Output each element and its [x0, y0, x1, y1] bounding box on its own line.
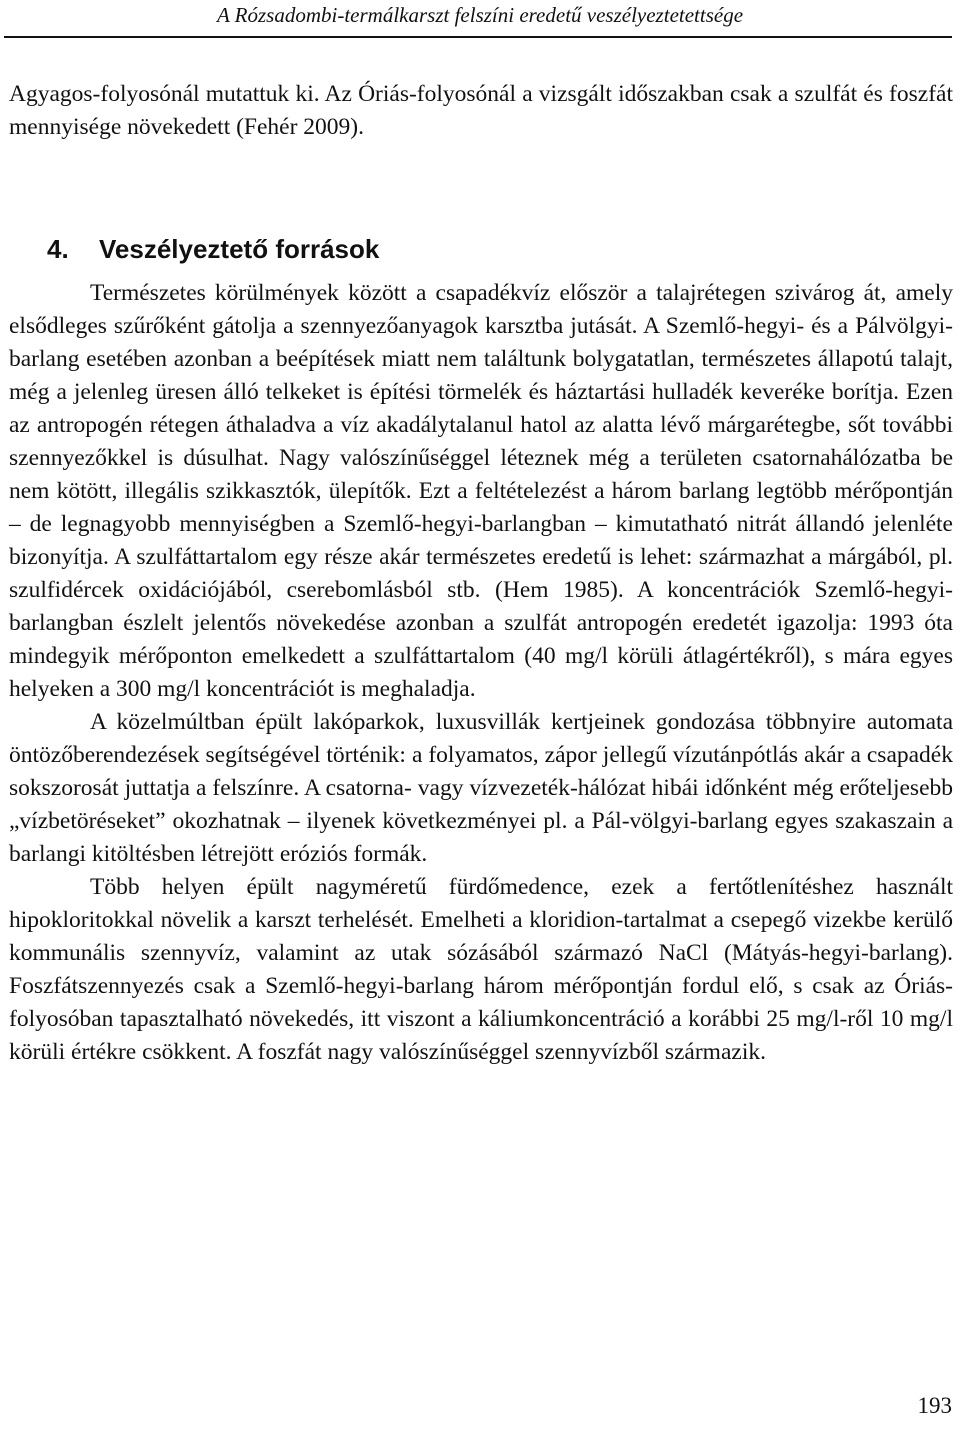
page-number: 193 — [917, 1393, 952, 1418]
body-text — [9, 78, 953, 1069]
section-title: Veszélyeztető források — [99, 234, 380, 264]
section-number: 4. — [47, 234, 69, 264]
paragraph-natural-conditions: Természetes körülmények között a csapadékvíz először a talajrétegen szivárog át, amely elsődleges szűrőként gátolja a szennyezőanyagok karsztba jutását. A Szemlő-hegyi- és a Pálvölgyi-barlang esetében azonban a beépítések miatt nem találtunk bolygatatlan, természetes állapotú talajt, még a jelenleg üresen álló telkeket is építési törmelék és háztartási hulladék keveréke borítja. Ezen az antropogén rétegen áthaladva a víz akadálytalanul hatol az alatta lévő márgarétegbe, sőt további szennyezőkkel is dúsulhat. Nagy valószínűséggel léteznek még a területen csatornahálózatba be nem kötött, illegális szikkasztók, ülepítők. Ezt a feltételezést a három barlang legtöbb mérőpontján – de legnagyobb mennyiségben a Szemlő-hegyi-barlangban – kimutatható nitrát állandó jelenléte bizonyítja. A szulfáttartalom egy része akár természetes eredetű is lehet: származhat a márgából, pl. szulfidércek oxidációjából, cserebomlásból stb. (Hem 1985). A koncentrációk Szemlő-hegyi-barlangban észlelt jelentős növekedése azonban a szulfát antropogén eredetét igazolja: 1993 óta mindegyik mérőponton emelkedett a szulfáttartalom (40 mg/l körüli átlagértékről), s mára egyes helyeken a 300 mg/l koncentrációt is meghaladja. — [9, 280, 953, 702]
header-divider — [4, 36, 952, 38]
paragraph-continuation: Agyagos-folyosónál mutattuk ki. Az Óriás-folyosónál a vizsgált időszakban csak a szulfát és foszfát mennyisége növekedett (Fehér 2009). — [9, 81, 953, 140]
paragraph-residential-parks: A közelmúltban épült lakóparkok, luxusvillák kertjeinek gondozása többnyire automata öntözőberendezések segítségével történik: a folyamatos, zápor jellegű vízutánpótlás akár a csapadék sokszorosát juttatja a felszínre. A csatorna- vagy vízvezeték-hálózat hibái időnként még erőteljesebb „vízbetöréseket” okozhatnak – ilyenek következményei pl. a Pál-völgyi-barlang egyes szakaszain a barlangi kitöltésben létrejött eróziós formák. — [9, 709, 953, 867]
section-heading — [9, 229, 953, 269]
running-header: A Rózsadombi-termálkarszt felszíni eredetű veszélyeztetettsége — [216, 3, 744, 27]
paragraph-swimming-pools: Több helyen épült nagyméretű fürdőmedence, ezek a fertőtlenítéshez használt hipokloritokkal növelik a karszt terhelését. Emelheti a kloridion-tartalmat a csepegő vizekbe kerülő kommunális szennyvíz, valamint az utak sózásából származó NaCl (Mátyás-hegyi-barlang). Foszfátszennyezés csak a Szemlő-hegyi-barlang három mérőpontján fordul elő, s csak az Óriás-folyosóban tapasztalható növekedés, itt viszont a káliumkoncentráció a korábbi 25 mg/l-ről 10 mg/l körüli értékre csökkent. A foszfát nagy valószínűséggel szennyvízből származik. — [9, 874, 953, 1065]
